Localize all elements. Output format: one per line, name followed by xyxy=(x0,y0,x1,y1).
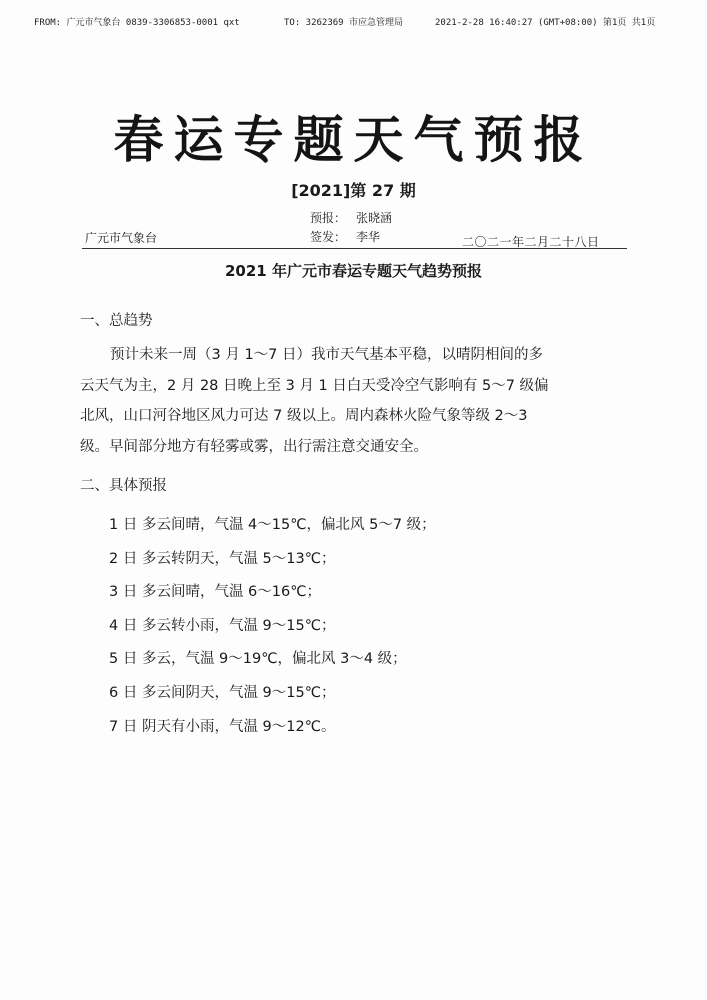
fax-from: FROM: 广元市气象台 0839-3306853-0001 qxt xyxy=(34,18,240,28)
approver-name: 李华 xyxy=(356,230,381,244)
header-divider xyxy=(82,248,627,249)
forecast-item: 7 日 阴天有小雨，气温 9～12℃。 xyxy=(109,718,336,735)
forecast-item: 2 日 多云转阴天，气温 5～13℃； xyxy=(109,550,336,567)
daily-forecast-list xyxy=(109,509,436,744)
document-title: 春运专题天气预报 xyxy=(113,110,594,169)
section-heading-forecast: 二、具体预报 xyxy=(80,478,167,494)
paragraph-line: 云天气为主，2 月 28 日晚上至 3 月 1 日白天受冷空气影响有 5～7 级偏 xyxy=(80,377,549,394)
issuer-name: 广元市气象台 xyxy=(85,231,158,245)
paragraph-line: 级。早间部分地方有轻雾或雾，出行需注意交通安全。 xyxy=(80,438,428,455)
signature-block xyxy=(310,209,392,247)
document-subtitle: 2021 年广元市春运专题天气趋势预报 xyxy=(225,262,482,280)
forecaster-label: 预报： xyxy=(310,211,347,225)
paragraph-line: 北风，山口河谷地区风力可达 7 级以上。周内森林火险气象等级 2～3 xyxy=(80,408,528,424)
forecast-item: 5 日 多云，气温 9～19℃，偏北风 3～4 级； xyxy=(109,651,407,668)
trend-paragraph xyxy=(80,340,628,462)
forecaster-row xyxy=(310,209,392,228)
fax-to: TO: 3262369 市应急管理局 xyxy=(284,18,404,28)
approver-label: 签发： xyxy=(310,230,347,244)
section-heading-trend: 一、总趋势 xyxy=(80,313,153,329)
forecast-item: 3 日 多云间晴，气温 6～16℃； xyxy=(109,584,322,601)
forecaster-name: 张晓涵 xyxy=(356,211,393,225)
issue-date: 二〇二一年二月二十八日 xyxy=(462,235,600,249)
issue-number: [2021]第 27 期 xyxy=(291,181,416,200)
forecast-item: 1 日 多云间晴，气温 4～15℃，偏北风 5～7 级； xyxy=(109,517,436,533)
fax-header xyxy=(34,15,694,31)
fax-time-page: 2021-2-28 16:40:27 (GMT+08:00) 第1页 共1页 xyxy=(435,18,656,28)
paragraph-line: 预计未来一周（3 月 1～7 日）我市天气基本平稳，以晴阴相间的多 xyxy=(110,347,544,363)
forecast-item: 6 日 多云间阴天，气温 9～15℃； xyxy=(109,684,336,701)
forecast-item: 4 日 多云转小雨，气温 9～15℃； xyxy=(109,617,336,634)
approver-row xyxy=(310,228,392,247)
